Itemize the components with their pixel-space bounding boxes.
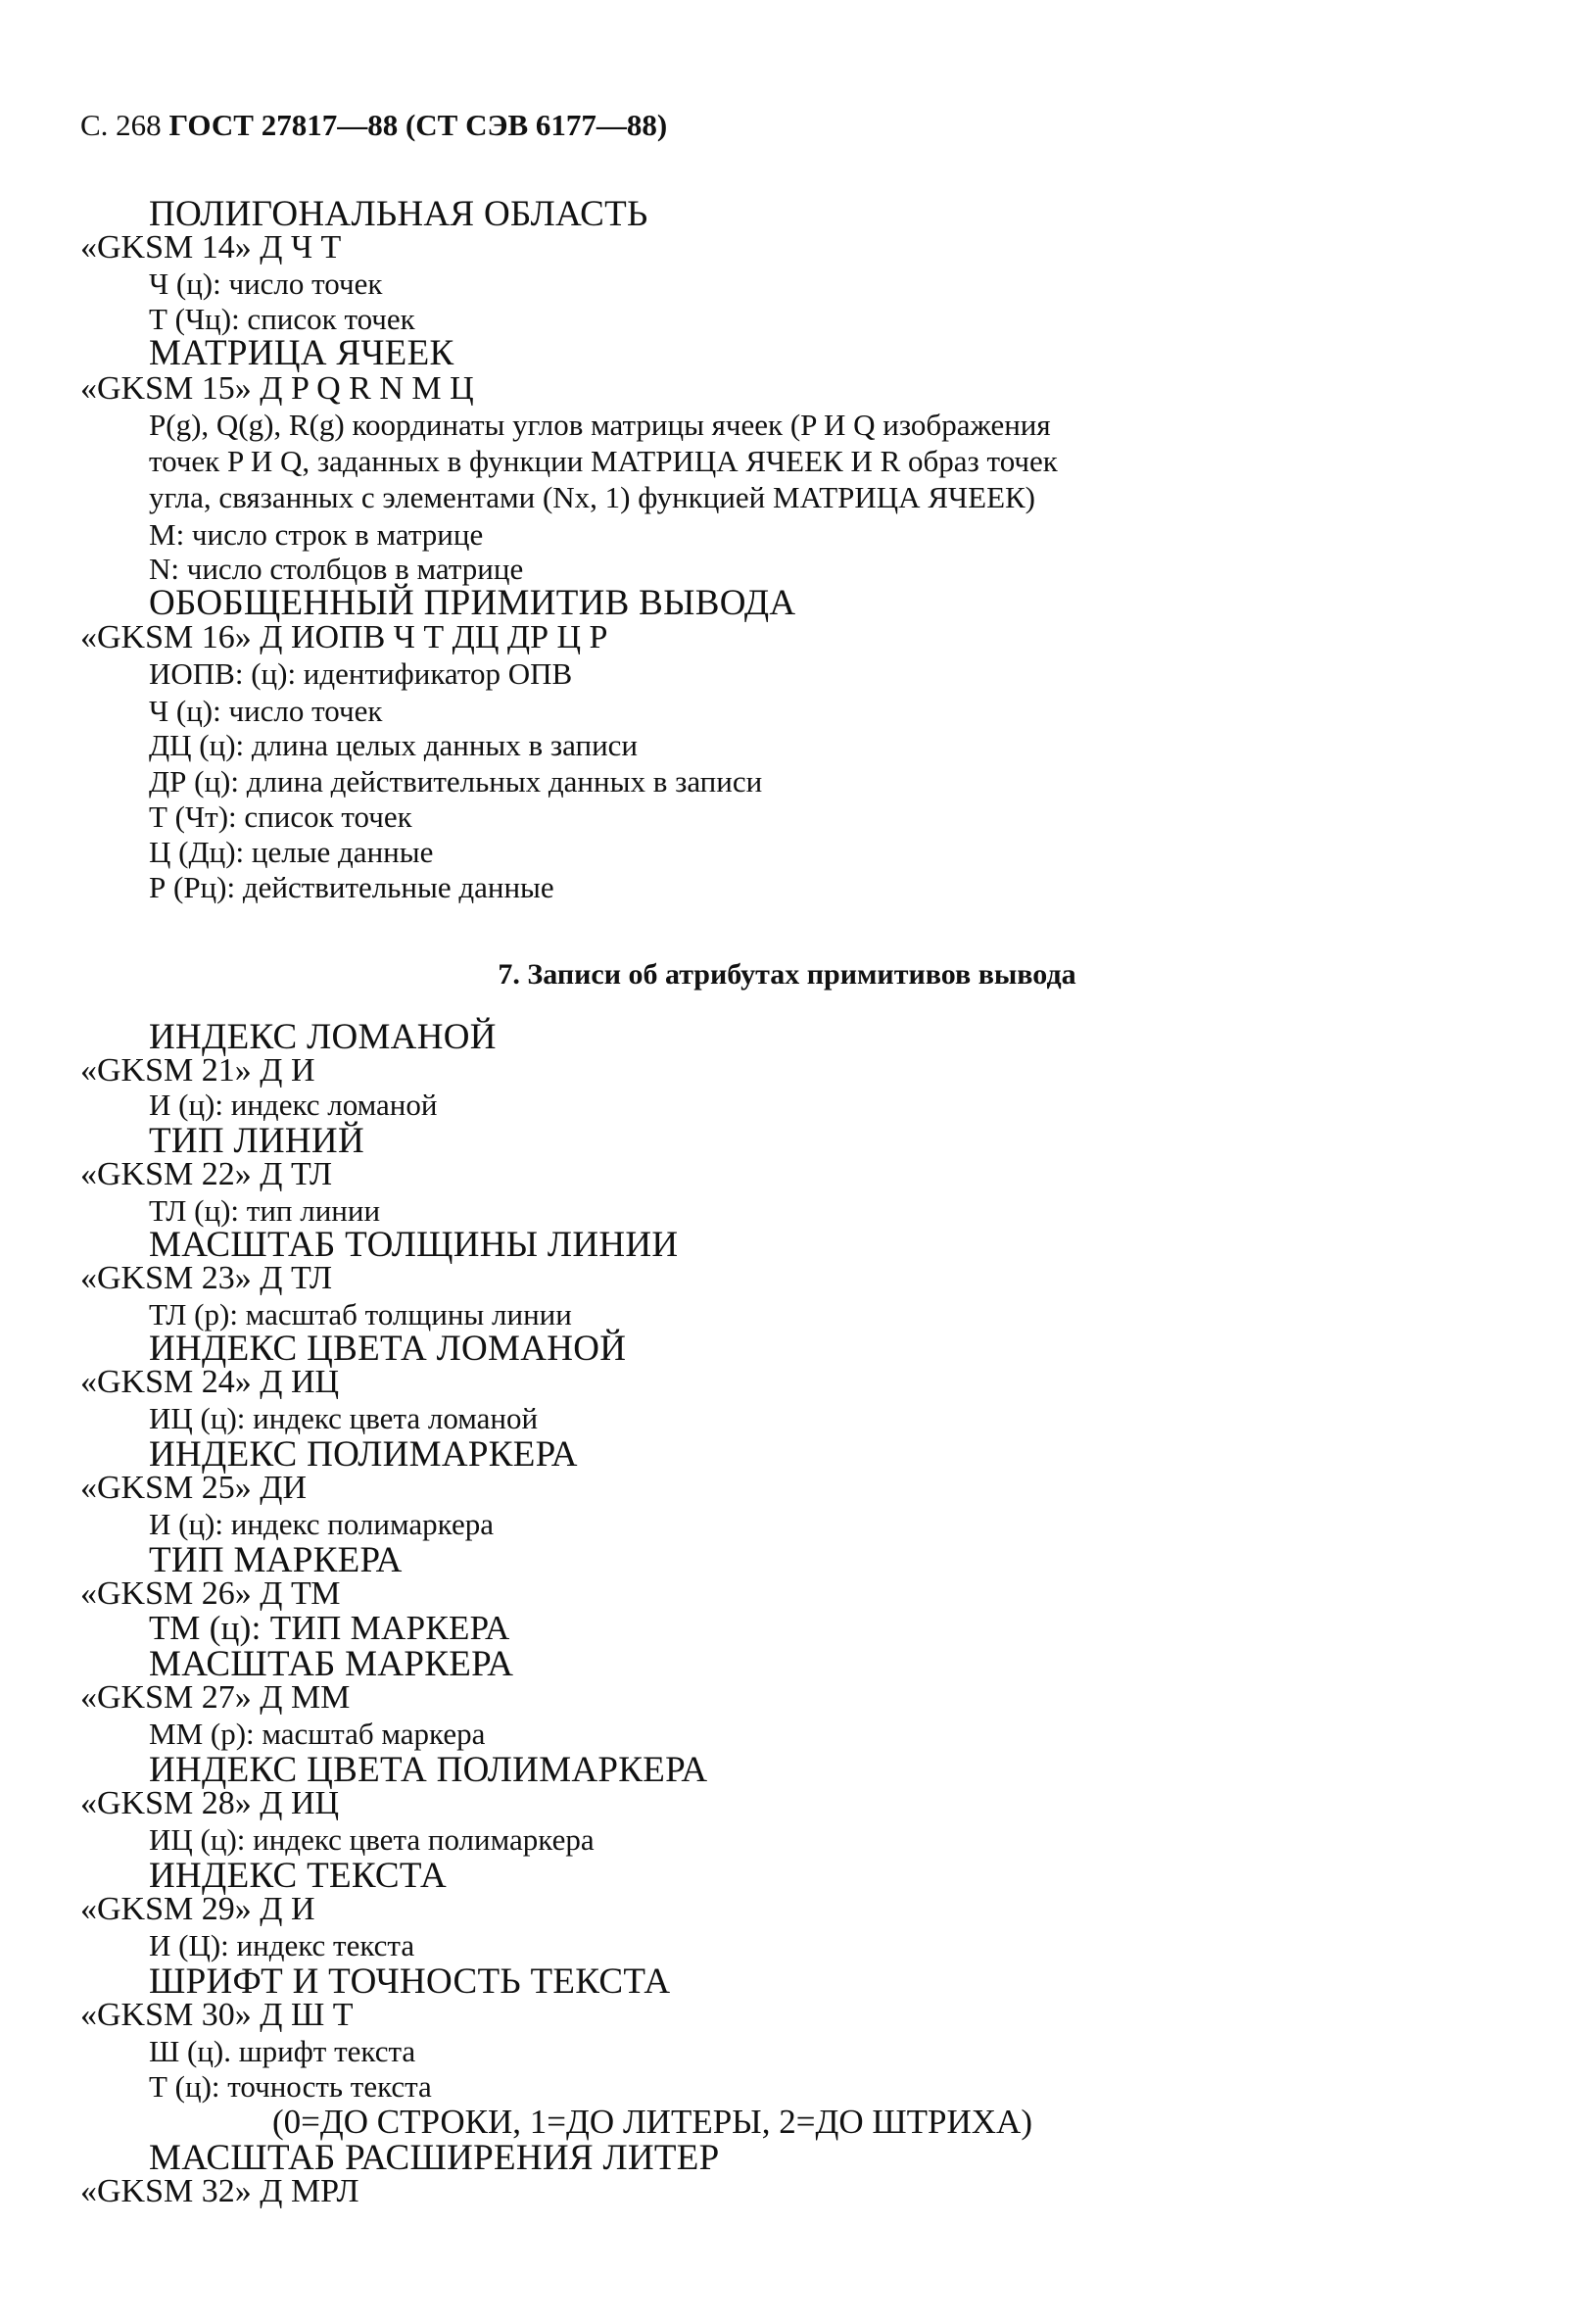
- function-title: ИНДЕКС ПОЛИМАРКЕРА: [149, 1434, 578, 1475]
- gksm-record-code: «GKSM 21» Д И: [80, 1052, 315, 1089]
- parameter-description: Ч (ц): число точек: [149, 266, 383, 301]
- parameter-description: точек P И Q, заданных в функции МАТРИЦА ЯЧЕЕК И R образ точек: [149, 444, 1058, 478]
- parameter-description: ДЦ (ц): длина целых данных в записи: [149, 728, 639, 762]
- gksm-record-code: «GKSM 24» Д ИЦ: [80, 1364, 340, 1400]
- gksm-record-code: «GKSM 26» Д ТМ: [80, 1575, 341, 1612]
- function-title: ИНДЕКС ЛОМАНОЙ: [149, 1017, 497, 1057]
- parameter-description: Ч (ц): число точек: [149, 694, 383, 728]
- parameter-description: Т (ц): точность текста: [149, 2069, 432, 2104]
- parameter-description: ТЛ (р): масштаб толщины линии: [149, 1297, 572, 1331]
- parameter-description: Ш (ц). шрифт текста: [149, 2034, 416, 2068]
- function-title: МАСШТАБ ТОЛЩИНЫ ЛИНИИ: [149, 1225, 679, 1265]
- function-title: ИНДЕКС ЦВЕТА ЛОМАНОЙ: [149, 1329, 627, 1369]
- parameter-description: Ц (Дц): целые данные: [149, 835, 434, 869]
- gksm-record-code: «GKSM 29» Д И: [80, 1891, 315, 1927]
- parameter-description: ИЦ (ц): индекс цвета полимаркера: [149, 1822, 595, 1857]
- gksm-record-code: «GKSM 15» Д P Q R N M Ц: [80, 370, 474, 407]
- section-heading: 7. Записи об атрибутах примитивов вывода: [498, 958, 1076, 991]
- function-title: ИНДЕКС ЦВЕТА ПОЛИМАРКЕРА: [149, 1750, 708, 1790]
- parameter-description: И (ц): индекс полимаркера: [149, 1507, 494, 1541]
- parameter-description: ДР (ц): длина действительных данных в записи: [149, 764, 763, 799]
- parameter-description: И (Ц): индекс текста: [149, 1928, 415, 1962]
- function-title: МАСШТАБ МАРКЕРА: [149, 1644, 514, 1684]
- gksm-record-code: «GKSM 30» Д Ш Т: [80, 1997, 354, 2033]
- parameter-description: Т (Чц): список точек: [149, 302, 415, 336]
- parameter-description: M: число строк в матрице: [149, 517, 484, 552]
- gksm-record-code: «GKSM 22» Д ТЛ: [80, 1156, 333, 1192]
- parameter-description: ИОПВ: (ц): идентификатор ОПВ: [149, 656, 573, 691]
- parameter-description: ТМ (ц): ТИП МАРКЕРА: [149, 1609, 510, 1647]
- gksm-record-code: «GKSM 32» Д МРЛ: [80, 2173, 359, 2209]
- function-title: ИНДЕКС ТЕКСТА: [149, 1856, 447, 1896]
- parameter-description: угла, связанных с элементами (Nx, 1) функцией МАТРИЦА ЯЧЕЕК): [149, 480, 1036, 514]
- precision-values-note: (0=ДО СТРОКИ, 1=ДО ЛИТЕРЫ, 2=ДО ШТРИХА): [272, 2103, 1032, 2141]
- gksm-record-code: «GKSM 28» Д ИЦ: [80, 1785, 340, 1821]
- parameter-description: ММ (р): масштаб маркера: [149, 1717, 486, 1751]
- gksm-record-code: «GKSM 25» ДИ: [80, 1470, 307, 1506]
- page-number: С. 268: [80, 108, 169, 142]
- function-title: МАСШТАБ РАСШИРЕНИЯ ЛИТЕР: [149, 2138, 720, 2178]
- function-title: ТИП ЛИНИЙ: [149, 1121, 364, 1161]
- function-title: ШРИФТ И ТОЧНОСТЬ ТЕКСТА: [149, 1961, 671, 2002]
- parameter-description: P(g), Q(g), R(g) координаты углов матрицы ячеек (P И Q изображения: [149, 408, 1051, 442]
- running-header: [80, 108, 667, 143]
- function-title: ПОЛИГОНАЛЬНАЯ ОБЛАСТЬ: [149, 194, 648, 234]
- standard-designation: ГОСТ 27817—88 (СТ СЭВ 6177—88): [168, 108, 668, 142]
- parameter-description: ИЦ (ц): индекс цвета ломаной: [149, 1401, 539, 1435]
- function-title: ТИП МАРКЕРА: [149, 1540, 403, 1580]
- parameter-description: Р (Рц): действительные данные: [149, 870, 554, 904]
- gksm-record-code: «GKSM 14» Д Ч Т: [80, 229, 342, 266]
- parameter-description: ТЛ (ц): тип линии: [149, 1193, 381, 1228]
- parameter-description: Т (Чт): список точек: [149, 799, 412, 834]
- function-title: МАТРИЦА ЯЧЕЕК: [149, 333, 454, 373]
- function-title: ОБОБЩЕННЫЙ ПРИМИТИВ ВЫВОДА: [149, 583, 796, 623]
- gksm-record-code: «GKSM 23» Д ТЛ: [80, 1260, 333, 1296]
- parameter-description: И (ц): индекс ломаной: [149, 1088, 438, 1122]
- gksm-record-code: «GKSM 16» Д ИОПВ Ч Т ДЦ ДР Ц Р: [80, 619, 608, 655]
- gksm-record-code: «GKSM 27» Д ММ: [80, 1679, 351, 1716]
- parameter-description: N: число столбцов в матрице: [149, 552, 524, 586]
